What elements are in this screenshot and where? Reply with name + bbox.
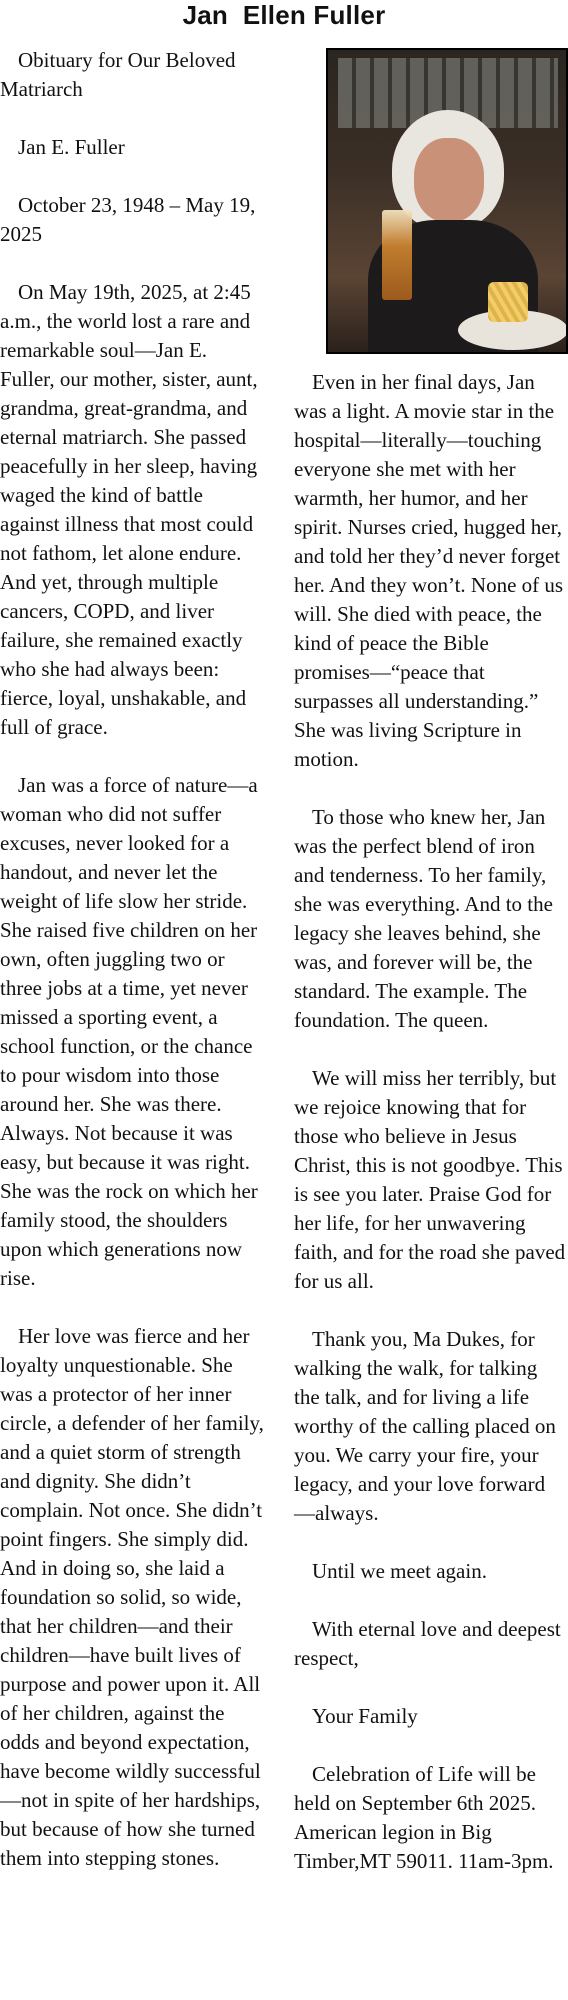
closing-line: Until we meet again. — [312, 1559, 487, 1583]
face-shape — [414, 138, 484, 222]
dates-line: October 23, 1948 – May 19, 2025 — [0, 193, 256, 246]
fries-shape — [488, 282, 528, 322]
signature-line: Your Family — [312, 1704, 418, 1728]
service-info: Celebration of Life will be held on September 6th 2025. American legion in Big Timber,MT 59011. 11am-3pm. — [294, 1762, 554, 1873]
paragraph: Thank you, Ma Dukes, for walking the walk, for talking the talk, and for living a life worthy of the calling placed on you. We carry your fire, your legacy, and your love forward—always. — [294, 1327, 556, 1525]
paragraph: Jan was a force of nature—a woman who did not suffer excuses, never looked for a handout, and never let the weight of life slow her stride. She raised five children on her own, often juggling two or three jobs at a time, yet never missed a sporting event, a school function, or the chance to pour wisdom into those around her. She was there. Always. Not because it was easy, but because it was right. She was the rock on which her family stood, the shoulders upon which generations now rise. — [0, 773, 258, 1290]
paragraph: To those who knew her, Jan was the perfect blend of iron and tenderness. To her family, she was everything. And to the legacy she leaves behind, she was, and forever will be, the standard. The example. The foundation. The queen. — [294, 805, 553, 1032]
obituary-title: Jan Ellen Fuller — [182, 0, 386, 30]
left-column — [0, 46, 272, 1902]
paragraph: Even in her final days, Jan was a light. A movie star in the hospital—literally—touching everyone she met with her warmth, her humor, and her spirit. Nurses cried, hugged her, and told her they’d never forget her. And they won’t. None of us will. She died with peace, the kind of peace the Bible promises—“peace that surpasses all understanding.” She was living Scripture in motion. — [294, 370, 564, 771]
heading-line: Obituary for Our Beloved Matriarch — [0, 48, 236, 101]
paragraph: We will miss her terribly, but we rejoice knowing that for those who believe in Jesus Christ, this is not goodbye. This is see you later. Praise God for her life, for her unwavering faith, and for the road she paved for us all. — [294, 1066, 566, 1293]
name-line: Jan E. Fuller — [18, 135, 125, 159]
portrait-photo-icon — [326, 48, 568, 354]
paragraph: Her love was fierce and her loyalty unquestionable. She was a protector of her inner circle, a defender of her family, and a quiet storm of strength and dignity. She didn’t complain. Not once. She didn’t point fingers. She simply did. And in doing so, she laid a foundation so solid, so wide, that her children—and their children—have built lives of purpose and power upon it. All of her children, against the odds and beyond expectation, have become wildly successful—not in spite of her hardships, but because of how she turned them into stepping stones. — [0, 1324, 264, 1870]
closing-line: With eternal love and deepest respect, — [294, 1617, 561, 1670]
right-column — [294, 368, 568, 1905]
beer-glass-shape — [382, 210, 412, 300]
paragraph: On May 19th, 2025, at 2:45 a.m., the world lost a rare and remarkable soul—Jan E. Fuller, our mother, sister, aunt, grandma, great-grandma, and eternal matriarch. She passed peacefully in her sleep, having waged the kind of battle against illness that most could not fathom, let alone endure. And yet, through multiple cancers, COPD, and liver failure, she remained exactly who she had always been: fierce, loyal, unshakable, and full of grace. — [0, 280, 258, 739]
